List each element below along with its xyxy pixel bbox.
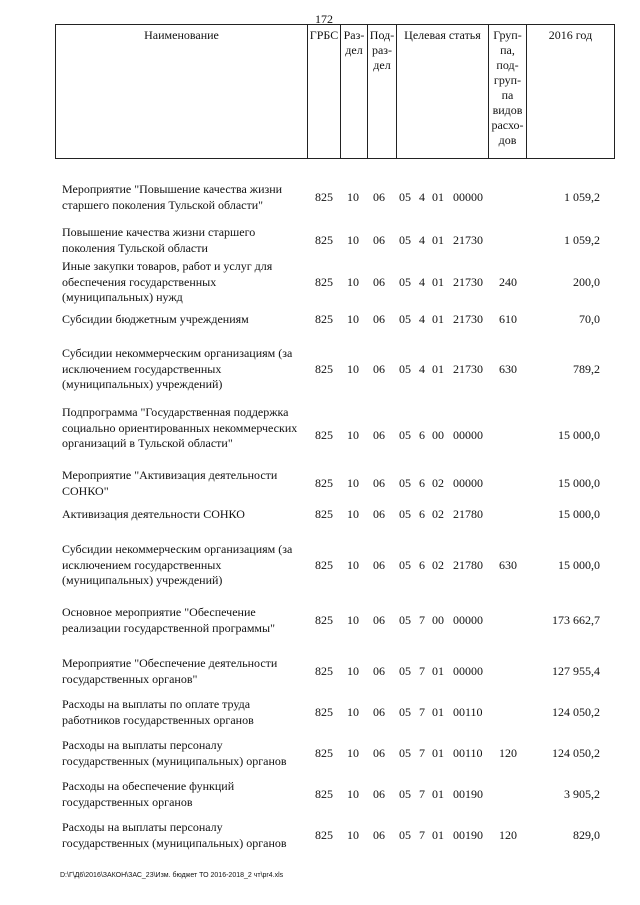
cell-t4: 00000: [453, 428, 483, 442]
table-row: [0, 605, 640, 637]
cell-t4: 21730: [453, 275, 483, 289]
cell-t3: 01: [432, 746, 444, 760]
row-name: Активизация деятельности СОНКО: [62, 507, 245, 521]
table-row: [0, 507, 640, 523]
cell-t1: 05: [399, 705, 411, 719]
row-name: Мероприятие "Активизация деятельности СОНКО": [62, 468, 278, 498]
cell-t4: 21730: [453, 362, 483, 376]
cell-grbs: 825: [315, 428, 333, 442]
table-row: [0, 738, 640, 770]
cell-grbs: 825: [315, 613, 333, 627]
cell-pr: 06: [373, 190, 385, 204]
row-name: Основное мероприятие "Обеспечение реализации государственной программы": [62, 605, 275, 635]
cell-vr: 630: [499, 362, 517, 376]
cell-t4: 00000: [453, 190, 483, 204]
cell-pr: 06: [373, 558, 385, 572]
page-number: 172: [315, 12, 333, 26]
cell-t3: 02: [432, 507, 444, 521]
cell-rz: 10: [347, 613, 359, 627]
cell-sum-2016: 789,2: [573, 362, 600, 376]
cell-grbs: 825: [315, 275, 333, 289]
table-row: [0, 820, 640, 852]
cell-sum-2016: 1 059,2: [564, 233, 600, 247]
row-name: Субсидии некоммерческим организациям (за исключением государственных (муниципальных) учреждений): [62, 542, 293, 587]
cell-rz: 10: [347, 787, 359, 801]
cell-t2: 6: [419, 558, 425, 572]
cell-t2: 7: [419, 613, 425, 627]
cell-sum-2016: 15 000,0: [558, 428, 600, 442]
cell-pr: 06: [373, 664, 385, 678]
table-row: [0, 182, 640, 214]
cell-rz: 10: [347, 190, 359, 204]
cell-t1: 05: [399, 613, 411, 627]
cell-t4: 00000: [453, 613, 483, 627]
cell-rz: 10: [347, 828, 359, 842]
cell-t2: 7: [419, 787, 425, 801]
cell-sum-2016: 3 905,2: [564, 787, 600, 801]
cell-rz: 10: [347, 275, 359, 289]
cell-grbs: 825: [315, 190, 333, 204]
cell-t3: 01: [432, 190, 444, 204]
row-name: Иные закупки товаров, работ и услуг для обеспечения государственных (муниципальных) нужд: [62, 259, 273, 304]
cell-t2: 7: [419, 746, 425, 760]
cell-t4: 21730: [453, 312, 483, 326]
cell-vr: 120: [499, 746, 517, 760]
cell-t1: 05: [399, 428, 411, 442]
cell-t4: 00110: [453, 705, 483, 719]
cell-t1: 05: [399, 507, 411, 521]
cell-t1: 05: [399, 664, 411, 678]
cell-t3: 02: [432, 558, 444, 572]
row-name: Субсидии бюджетным учреждениям: [62, 312, 249, 326]
cell-t3: 01: [432, 312, 444, 326]
cell-grbs: 825: [315, 362, 333, 376]
cell-vr: 610: [499, 312, 517, 326]
header-target-article: Целевая статья: [396, 25, 488, 158]
cell-rz: 10: [347, 362, 359, 376]
cell-sum-2016: 124 050,2: [552, 746, 600, 760]
row-name: Субсидии некоммерческим организациям (за исключением государственных (муниципальных) учреждений): [62, 346, 293, 391]
cell-pr: 06: [373, 613, 385, 627]
cell-sum-2016: 15 000,0: [558, 507, 600, 521]
cell-pr: 06: [373, 787, 385, 801]
cell-t3: 00: [432, 428, 444, 442]
cell-t1: 05: [399, 746, 411, 760]
cell-t1: 05: [399, 476, 411, 490]
cell-pr: 06: [373, 233, 385, 247]
row-name: Расходы на выплаты персоналу государственных (муниципальных) органов: [62, 820, 287, 850]
cell-t3: 01: [432, 362, 444, 376]
cell-t2: 7: [419, 664, 425, 678]
cell-t2: 6: [419, 476, 425, 490]
header-name: Наименование: [144, 28, 219, 42]
header-expense-group: Груп- па, под- груп- па видов расхо- дов: [488, 25, 526, 158]
cell-t1: 05: [399, 312, 411, 326]
cell-sum-2016: 829,0: [573, 828, 600, 842]
cell-t2: 7: [419, 828, 425, 842]
row-name: Подпрограмма "Государственная поддержка социально ориентированных некоммерческих организаций в Тульской области": [62, 405, 298, 450]
table-row: [0, 697, 640, 729]
cell-rz: 10: [347, 558, 359, 572]
table-row: [0, 259, 640, 307]
cell-t4: 00190: [453, 828, 483, 842]
cell-t2: 7: [419, 705, 425, 719]
cell-t2: 4: [419, 362, 425, 376]
table-row: [0, 346, 640, 394]
row-name: Расходы на выплаты по оплате труда работников государственных органов: [62, 697, 254, 727]
table-row: [0, 468, 640, 500]
cell-t2: 4: [419, 275, 425, 289]
cell-pr: 06: [373, 312, 385, 326]
cell-t3: 00: [432, 613, 444, 627]
cell-t4: 00110: [453, 746, 483, 760]
cell-sum-2016: 70,0: [579, 312, 600, 326]
cell-grbs: 825: [315, 507, 333, 521]
cell-vr: 120: [499, 828, 517, 842]
cell-t3: 01: [432, 233, 444, 247]
cell-t3: 01: [432, 275, 444, 289]
cell-rz: 10: [347, 746, 359, 760]
cell-sum-2016: 1 059,2: [564, 190, 600, 204]
cell-t3: 01: [432, 828, 444, 842]
cell-grbs: 825: [315, 787, 333, 801]
cell-sum-2016: 127 955,4: [552, 664, 600, 678]
cell-t2: 4: [419, 233, 425, 247]
cell-t4: 21780: [453, 507, 483, 521]
header-year: 2016 год: [526, 25, 614, 158]
cell-pr: 06: [373, 746, 385, 760]
cell-pr: 06: [373, 705, 385, 719]
cell-sum-2016: 15 000,0: [558, 558, 600, 572]
cell-t3: 01: [432, 664, 444, 678]
cell-t4: 21780: [453, 558, 483, 572]
table-row: [0, 779, 640, 811]
cell-t2: 6: [419, 507, 425, 521]
cell-t2: 4: [419, 190, 425, 204]
cell-grbs: 825: [315, 233, 333, 247]
row-name: Мероприятие "Повышение качества жизни старшего поколения Тульской области": [62, 182, 283, 212]
table-row: [0, 542, 640, 590]
header-podrazdel: Под- раз- дел: [367, 25, 396, 158]
cell-grbs: 825: [315, 664, 333, 678]
cell-pr: 06: [373, 507, 385, 521]
cell-t2: 6: [419, 428, 425, 442]
cell-grbs: 825: [315, 828, 333, 842]
cell-t1: 05: [399, 787, 411, 801]
cell-sum-2016: 200,0: [573, 275, 600, 289]
header-razdel: Раз- дел: [340, 25, 367, 158]
cell-t1: 05: [399, 275, 411, 289]
row-name: Мероприятие "Обеспечение деятельности государственных органов": [62, 656, 278, 686]
cell-t4: 21730: [453, 233, 483, 247]
row-name: Расходы на обеспечение функций государственных органов: [62, 779, 235, 809]
cell-rz: 10: [347, 664, 359, 678]
table-header: [55, 24, 615, 159]
table-row: [0, 312, 640, 328]
cell-pr: 06: [373, 428, 385, 442]
cell-sum-2016: 173 662,7: [552, 613, 600, 627]
cell-t1: 05: [399, 362, 411, 376]
cell-t4: 00000: [453, 476, 483, 490]
cell-rz: 10: [347, 476, 359, 490]
cell-t2: 4: [419, 312, 425, 326]
row-name: Повышение качества жизни старшего поколения Тульской области: [62, 225, 256, 255]
cell-pr: 06: [373, 828, 385, 842]
table-row: [0, 225, 640, 257]
table-row: [0, 656, 640, 688]
row-name: Расходы на выплаты персоналу государственных (муниципальных) органов: [62, 738, 287, 768]
cell-sum-2016: 15 000,0: [558, 476, 600, 490]
cell-t4: 00190: [453, 787, 483, 801]
cell-grbs: 825: [315, 476, 333, 490]
cell-grbs: 825: [315, 312, 333, 326]
cell-t3: 01: [432, 705, 444, 719]
cell-pr: 06: [373, 275, 385, 289]
cell-vr: 630: [499, 558, 517, 572]
cell-grbs: 825: [315, 558, 333, 572]
cell-rz: 10: [347, 705, 359, 719]
cell-t1: 05: [399, 190, 411, 204]
cell-t1: 05: [399, 828, 411, 842]
table-row: [0, 405, 640, 467]
cell-sum-2016: 124 050,2: [552, 705, 600, 719]
cell-rz: 10: [347, 507, 359, 521]
cell-grbs: 825: [315, 746, 333, 760]
cell-t1: 05: [399, 233, 411, 247]
cell-t3: 01: [432, 787, 444, 801]
cell-vr: 240: [499, 275, 517, 289]
header-grbs: ГРБС: [307, 25, 340, 158]
cell-pr: 06: [373, 362, 385, 376]
cell-t3: 02: [432, 476, 444, 490]
cell-rz: 10: [347, 428, 359, 442]
cell-t4: 00000: [453, 664, 483, 678]
cell-rz: 10: [347, 312, 359, 326]
file-path-footer: D:\Г\Д6\2016\ЗАКОН\ЗАС_23\Изм. бюджет ТО 2016-2018_2 чт\pr4.xls: [60, 872, 284, 879]
cell-pr: 06: [373, 476, 385, 490]
cell-t1: 05: [399, 558, 411, 572]
cell-rz: 10: [347, 233, 359, 247]
cell-grbs: 825: [315, 705, 333, 719]
